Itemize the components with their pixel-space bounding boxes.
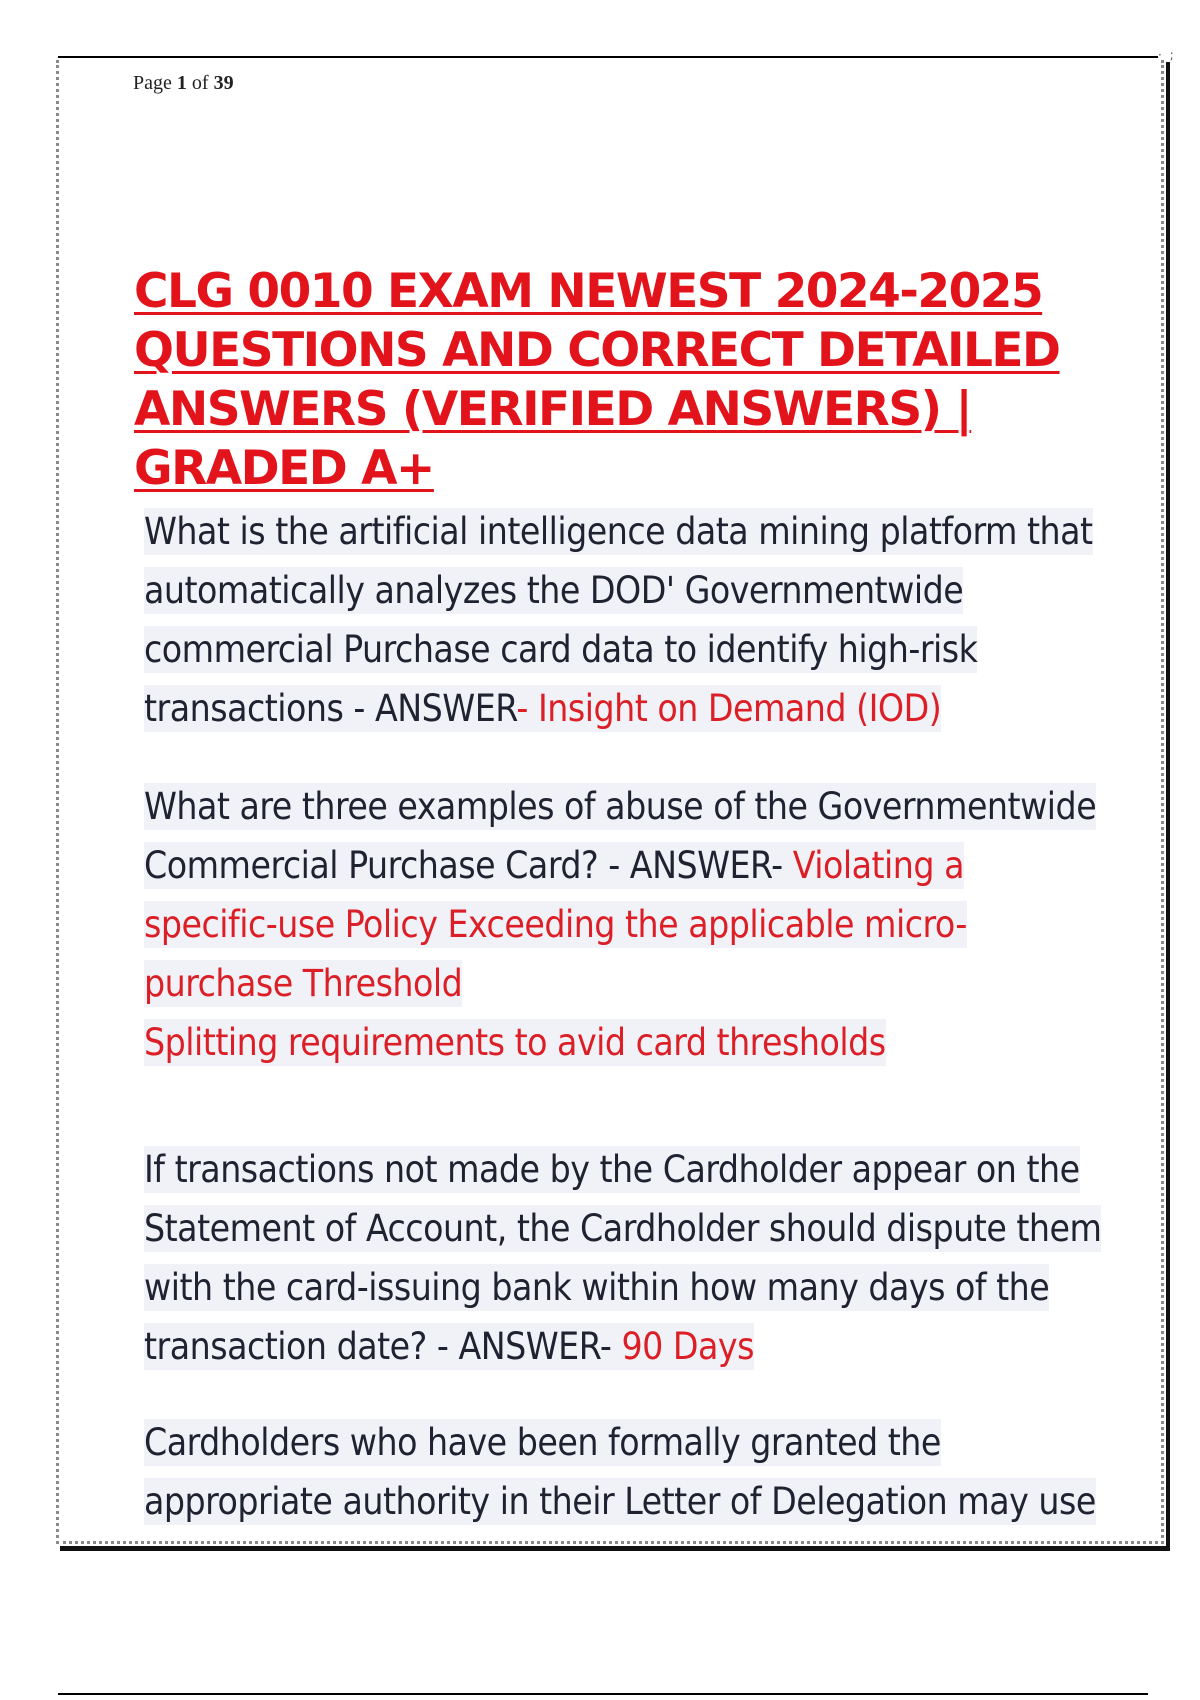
page-shadow-bottom bbox=[60, 1546, 1170, 1551]
answer-3: 90 Days bbox=[621, 1325, 754, 1368]
answer-2-line-1: Violating a specific-use Policy Exceeding the applicable micro-purchase Threshold bbox=[144, 844, 967, 1005]
question-3: If transactions not made by the Cardholder appear on the Statement of Account, the Cardholder should dispute them with the card-issuing bank within how many days of the transaction date? - ANSWER- bbox=[144, 1148, 1102, 1368]
answer-1: - Insight on Demand (IOD) bbox=[516, 687, 942, 730]
page-shadow-right bbox=[1166, 62, 1170, 1550]
top-rule bbox=[58, 56, 1158, 58]
page-total: 39 bbox=[213, 72, 234, 94]
page-prefix: Page bbox=[133, 72, 172, 94]
answer-2-line-2: Splitting requirements to avid card thresholds bbox=[144, 1021, 886, 1064]
qa-item-2 bbox=[144, 777, 1104, 1072]
page-current: 1 bbox=[176, 72, 187, 94]
qa-item-3 bbox=[144, 1140, 1104, 1376]
question-2: What are three examples of abuse of the Governmentwide Commercial Purchase Card? - ANSWER- bbox=[144, 785, 1097, 887]
corner-marks: · ; bbox=[1158, 48, 1176, 62]
qa-item-4 bbox=[144, 1413, 1104, 1539]
qa-item-1 bbox=[144, 502, 1104, 738]
document-title: CLG 0010 EXAM NEWEST 2024-2025 QUESTIONS AND CORRECT DETAILED ANSWERS (VERIFIED ANSWERS) | GRADED A+ bbox=[134, 264, 1060, 496]
question-4: Cardholders who have been formally granted the appropriate authority in their Letter of Delegation may use bbox=[144, 1421, 1096, 1523]
page-number bbox=[133, 72, 234, 95]
question-1: What is the artificial intelligence data mining platform that automatically analyzes the DOD' Governmentwide commercial Purchase card data to identify high-risk transactions - ANSWER bbox=[144, 510, 1093, 730]
page-of: of bbox=[191, 72, 209, 94]
bottom-rule bbox=[58, 1693, 1148, 1695]
